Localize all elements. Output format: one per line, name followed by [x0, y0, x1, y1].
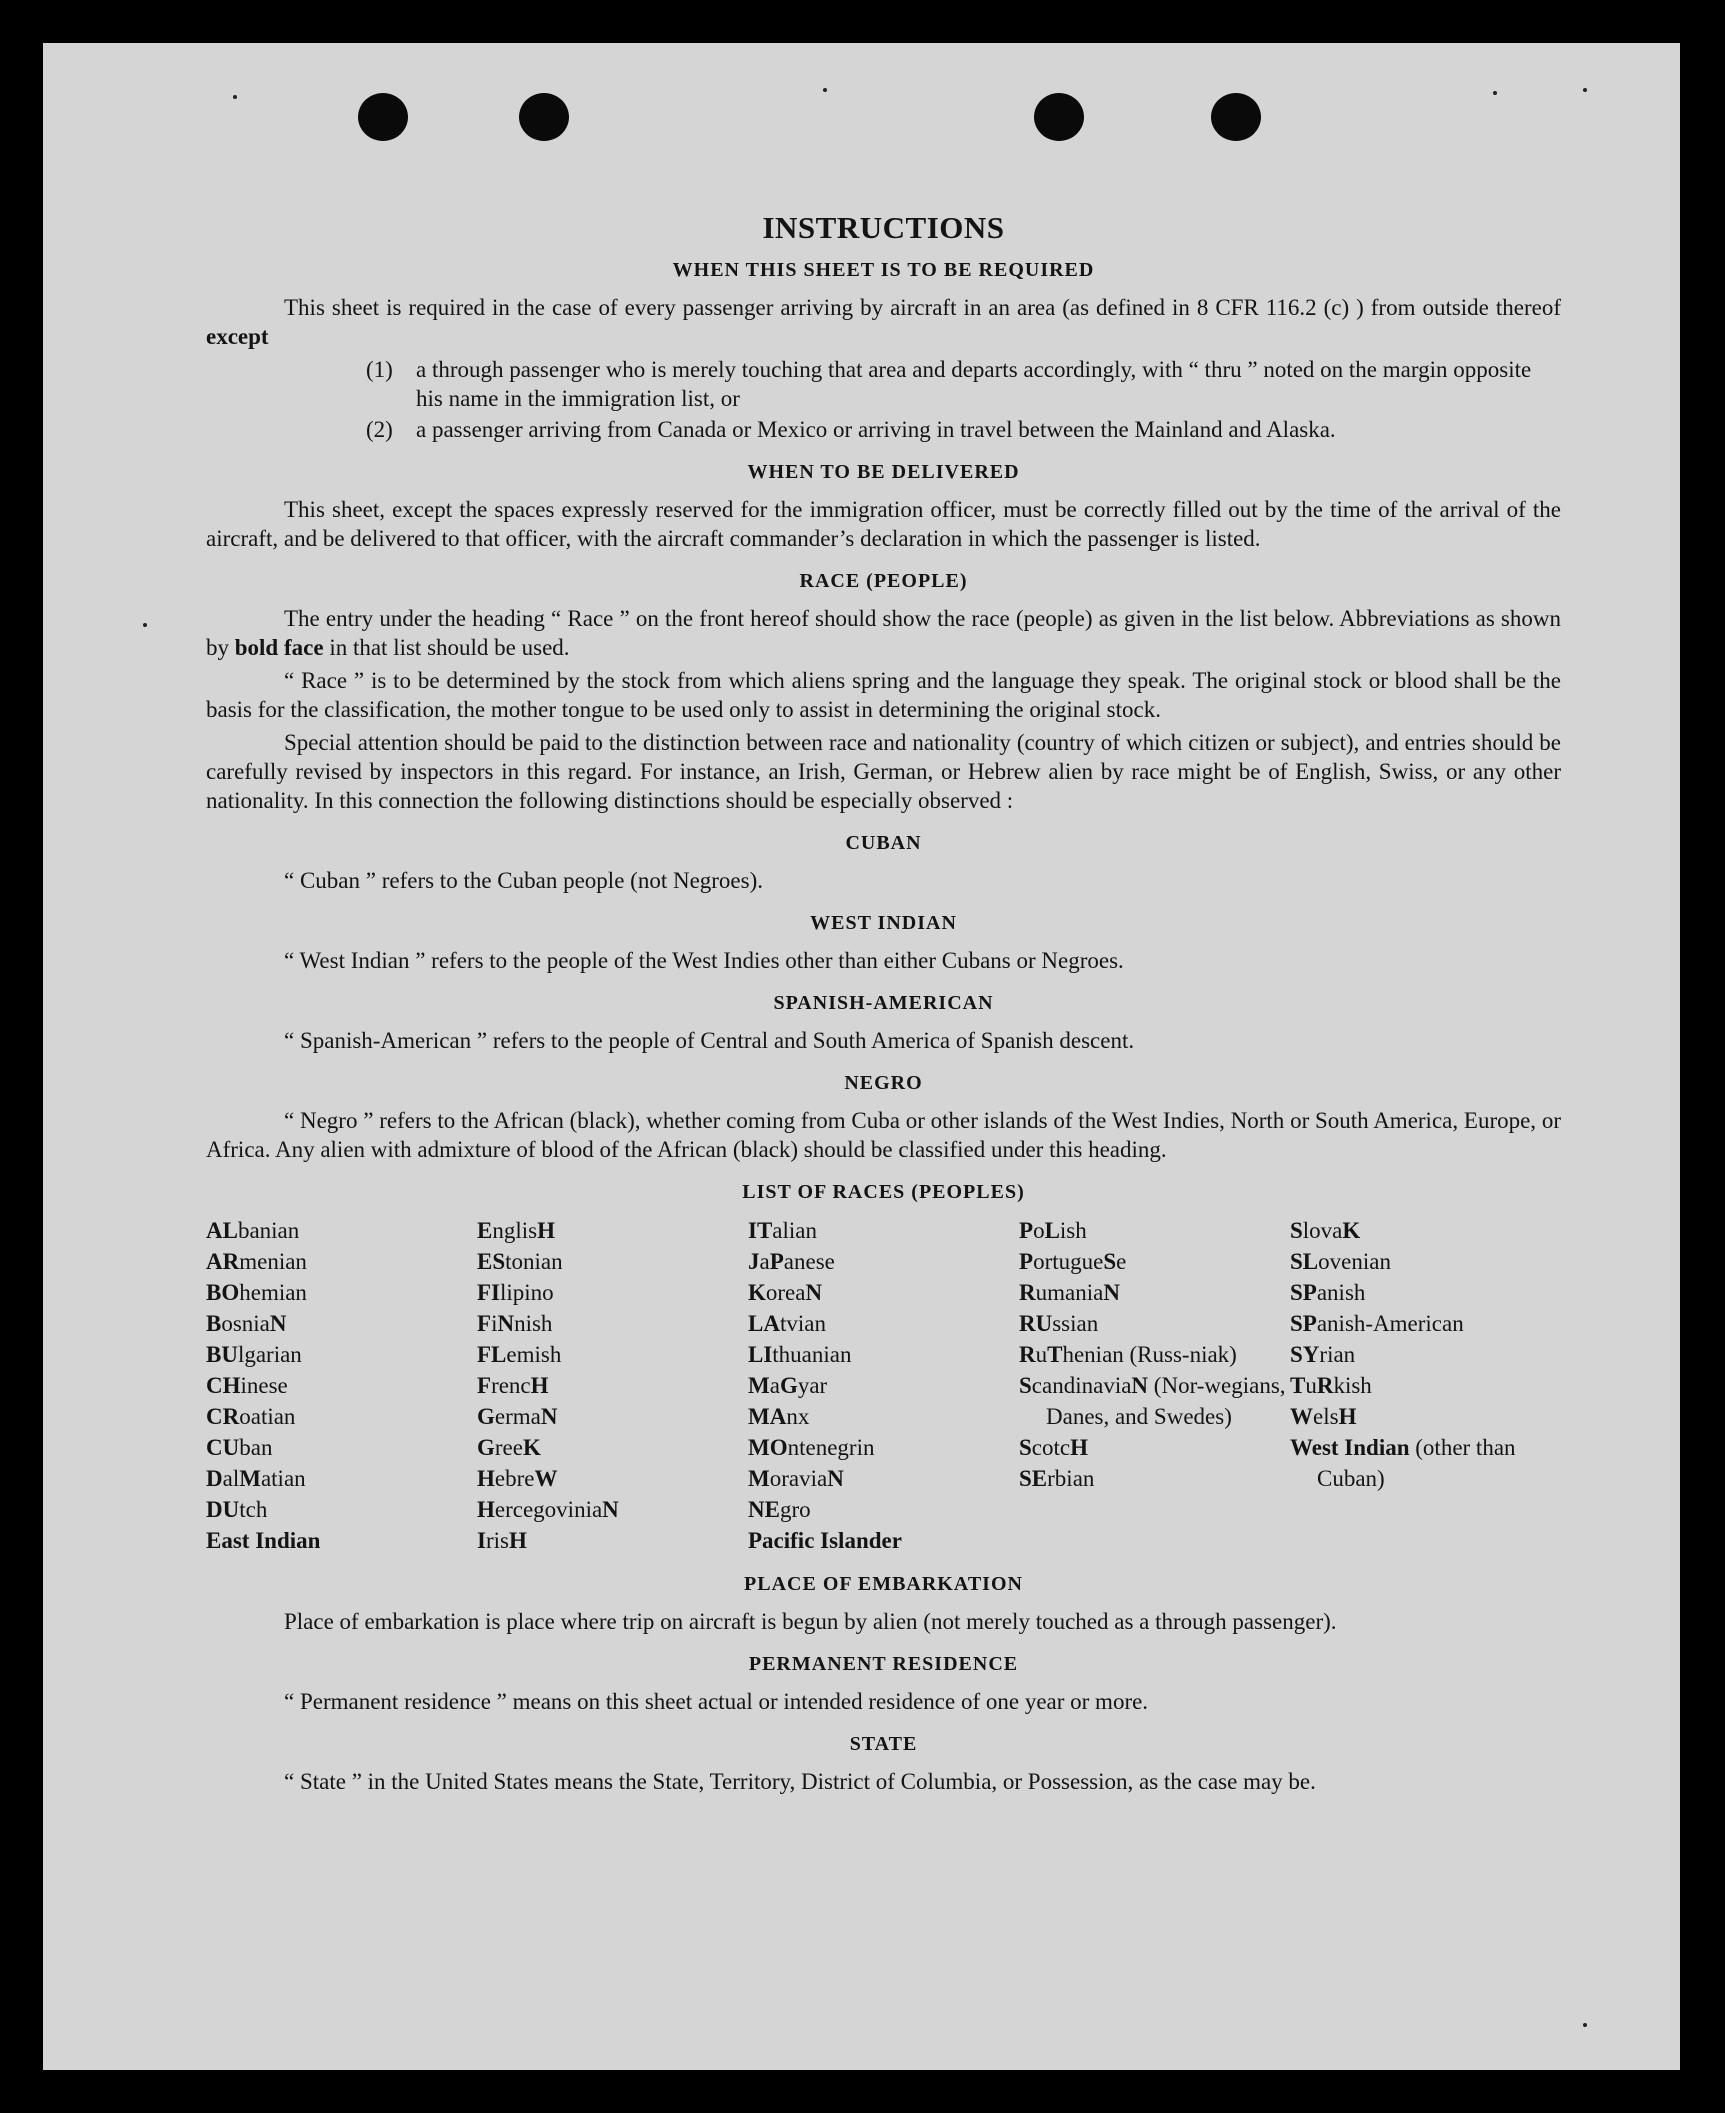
- race-abbrev-letters: D: [206, 1466, 223, 1491]
- race-abbrev-letters: LA: [748, 1311, 780, 1336]
- race-name-text: nx: [786, 1404, 810, 1429]
- race-name-text: ntenegrin: [787, 1435, 875, 1460]
- race-name-text: nglis: [492, 1218, 538, 1243]
- race-abbrev-letters: E: [477, 1218, 493, 1243]
- race-name-text: anish: [1316, 1280, 1366, 1305]
- race-abbrev-letters: P: [1019, 1218, 1034, 1243]
- race-entry: [1019, 1215, 1290, 1246]
- race-entry: [477, 1339, 748, 1370]
- race-abbrev-letters: SP: [1290, 1311, 1317, 1336]
- race-name-text: candinavia: [1031, 1373, 1132, 1398]
- race-entry: [206, 1308, 477, 1339]
- race-name-text: lova: [1302, 1218, 1343, 1243]
- race-name-text: renc: [491, 1373, 531, 1398]
- race-abbrev-letters: N: [827, 1466, 844, 1491]
- race-name-text: ree: [494, 1435, 523, 1460]
- race-entry: [748, 1432, 1019, 1463]
- race-name-text: (other than Cuban): [1317, 1435, 1516, 1491]
- race-entry: [477, 1401, 748, 1432]
- race-abbrev-letters: N: [805, 1280, 823, 1305]
- race-abbrev-letters: S: [1103, 1249, 1117, 1274]
- paragraph-race-2: “ Race ” is to be determined by the stock from which aliens spring and the language they speak. The original stock or blood shall be the basis for the classification, the mother tongue to be used only to assist in determining the original stock.: [206, 668, 1561, 722]
- race-abbrev-letters: AR: [206, 1249, 240, 1274]
- race-abbrev-letters: M: [748, 1466, 770, 1491]
- race-entry: [748, 1494, 1019, 1525]
- race-abbrev-letters: SP: [1290, 1280, 1317, 1305]
- race-entry: [1019, 1432, 1290, 1463]
- race-abbrev-letters: MA: [748, 1404, 787, 1429]
- race-name-text: a: [769, 1373, 780, 1398]
- race-abbrev-letters: S: [1290, 1218, 1303, 1243]
- race-abbrev-letters: H: [477, 1466, 495, 1491]
- race-entry: [748, 1339, 1019, 1370]
- race-name-text: ssian: [1052, 1311, 1099, 1336]
- race-entry: [477, 1494, 748, 1525]
- race-abbrev-letters: FL: [477, 1342, 507, 1367]
- race-abbrev-letters: BU: [206, 1342, 238, 1367]
- race-abbrev-letters: N: [497, 1311, 515, 1336]
- race-entry: [1019, 1339, 1290, 1370]
- race-abbrev-letters: N: [269, 1311, 287, 1336]
- race-entry: [477, 1215, 748, 1246]
- race-abbrev-letters: M: [748, 1373, 770, 1398]
- race-abbrev-letters: N: [1103, 1280, 1120, 1305]
- race-abbrev-letters: T: [1047, 1342, 1063, 1367]
- heading-residence: PERMANENT RESIDENCE: [748, 1653, 1019, 1675]
- race-entry: [206, 1277, 477, 1308]
- race-abbrev-letters: M: [239, 1466, 261, 1491]
- race-name-text: rbian: [1047, 1466, 1095, 1491]
- race-abbrev-letters: H: [530, 1373, 549, 1398]
- punch-hole: [1211, 93, 1261, 141]
- race-name-text: ovenian: [1318, 1249, 1391, 1274]
- race-entry: [1019, 1370, 1290, 1432]
- paragraph-when-delivered: This sheet, except the spaces expressly reserved for the immigration officer, must be correctly filled out by the time of the arrival of the aircraft, and be delivered to that officer, with the aircraft commander’s declaration in which the passenger is listed.: [206, 497, 1561, 551]
- race-abbrev-letters: H: [508, 1528, 527, 1553]
- paragraph-spanish-american: “ Spanish-American ” refers to the people of Central and South America of Spanish descent.: [284, 1028, 1135, 1053]
- race-entry: [1290, 1370, 1561, 1401]
- race-abbrev-letters: RU: [1019, 1311, 1053, 1336]
- race-abbrev-letters: B: [206, 1311, 222, 1336]
- race-entry: [477, 1432, 748, 1463]
- race-name-text: cotc: [1031, 1435, 1071, 1460]
- heading-when-required: WHEN THIS SHEET IS TO BE REQUIRED: [672, 259, 1095, 281]
- race-abbrev-letters: G: [477, 1435, 495, 1460]
- race-abbrev-letters: Pacific Islander: [748, 1528, 902, 1553]
- race-entry: [1019, 1246, 1290, 1277]
- race-entry: [748, 1401, 1019, 1432]
- race-entry: [206, 1215, 477, 1246]
- paragraph-west-indian: “ West Indian ” refers to the people of the West Indies other than either Cubans or Negroes.: [284, 948, 1124, 973]
- race-entry: [748, 1308, 1019, 1339]
- race-name-text: henian (Russ-niak): [1062, 1342, 1237, 1367]
- race-entry: [206, 1432, 477, 1463]
- race-name-text: oravia: [769, 1466, 828, 1491]
- race-name-text: banian: [237, 1218, 300, 1243]
- heading-race: RACE (PEOPLE): [799, 570, 968, 592]
- race-name-text: menian: [239, 1249, 307, 1274]
- race-name-text: u: [1035, 1342, 1048, 1367]
- race-abbrev-letters: K: [748, 1280, 766, 1305]
- race-abbrev-letters: F: [477, 1373, 492, 1398]
- race-abbrev-letters: L: [1044, 1218, 1060, 1243]
- race-column: [206, 1215, 477, 1556]
- race-entry: [748, 1463, 1019, 1494]
- race-name-text: alian: [772, 1218, 817, 1243]
- race-entry: [477, 1277, 748, 1308]
- speck: [1583, 88, 1587, 92]
- race-name-text: tch: [239, 1497, 268, 1522]
- race-name-text: emish: [506, 1342, 562, 1367]
- race-entry: [477, 1463, 748, 1494]
- race-name-text: ris: [485, 1528, 509, 1553]
- race-name-text: ish: [1059, 1218, 1087, 1243]
- race-column: [477, 1215, 748, 1556]
- race-name-text: umania: [1035, 1280, 1104, 1305]
- speck: [233, 95, 237, 99]
- race-abbrev-letters: ES: [477, 1249, 506, 1274]
- race-abbrev-letters: AL: [206, 1218, 238, 1243]
- race-name-text: ercegovinia: [494, 1497, 603, 1522]
- race-entry: [1290, 1401, 1561, 1432]
- heading-list-of-races: LIST OF RACES (PEOPLES): [742, 1181, 1025, 1203]
- race-abbrev-letters: IT: [748, 1218, 773, 1243]
- paragraph-race-1: The entry under the heading “ Race ” on the front hereof should show the race (people) as given in the list below. Abbreviations as shown by bold face in that list should be used.: [206, 606, 1561, 660]
- heading-west-indian: WEST INDIAN: [810, 912, 957, 934]
- race-column: [1019, 1215, 1290, 1556]
- race-entry: [1290, 1339, 1561, 1370]
- exception-item: (1) a through passenger who is merely touching that area and departs accordingly, with “ thru ” noted on the margin opposite his name in the immigration list, or: [366, 357, 1532, 411]
- race-abbrev-letters: W: [534, 1466, 558, 1491]
- heading-when-delivered: WHEN TO BE DELIVERED: [747, 461, 1020, 483]
- race-entry: [206, 1339, 477, 1370]
- race-abbrev-letters: P: [1019, 1249, 1034, 1274]
- race-name-text: gro: [779, 1497, 811, 1522]
- race-abbrev-letters: P: [769, 1249, 784, 1274]
- race-abbrev-letters: MO: [748, 1435, 788, 1460]
- race-abbrev-letters: SY: [1290, 1342, 1320, 1367]
- race-abbrev-letters: N: [540, 1404, 558, 1429]
- paragraph-state: “ State ” in the United States means the State, Territory, District of Columbia, or Possession, as the case may be.: [284, 1769, 1316, 1794]
- race-name-text: oatian: [239, 1404, 296, 1429]
- paragraph-embarkation: Place of embarkation is place where trip on aircraft is begun by alien (not merely touched as a through passenger).: [284, 1609, 1337, 1634]
- paragraph-residence: “ Permanent residence ” means on this sheet actual or intended residence of one year or more.: [284, 1689, 1149, 1714]
- race-abbrev-letters: N: [602, 1497, 619, 1522]
- race-name-text: orea: [765, 1280, 806, 1305]
- race-abbrev-letters: S: [1019, 1373, 1032, 1398]
- race-name-text: nish: [514, 1311, 553, 1336]
- race-name-text: lgarian: [237, 1342, 302, 1367]
- race-name-text: rian: [1319, 1342, 1356, 1367]
- punch-hole: [1034, 93, 1084, 141]
- race-entry: [1290, 1215, 1561, 1246]
- race-abbrev-letters: I: [477, 1528, 486, 1553]
- race-entry: [206, 1246, 477, 1277]
- paragraph-cuban: “ Cuban ” refers to the Cuban people (not Negroes).: [284, 868, 764, 893]
- race-abbrev-letters: SE: [1019, 1466, 1048, 1491]
- race-abbrev-letters: H: [477, 1497, 495, 1522]
- race-abbrev-letters: N: [1131, 1373, 1149, 1398]
- race-abbrev-letters: East Indian: [206, 1528, 321, 1553]
- race-name-text: o: [1033, 1218, 1045, 1243]
- race-abbrev-letters: J: [748, 1249, 760, 1274]
- race-name-text: a: [759, 1249, 770, 1274]
- race-abbrev-letters: BO: [206, 1280, 240, 1305]
- race-name-text: erma: [494, 1404, 541, 1429]
- race-name-text: ebre: [494, 1466, 535, 1491]
- race-name-text: (Nor-wegians, Danes, and Swedes): [1046, 1373, 1286, 1429]
- race-entry: [477, 1370, 748, 1401]
- race-abbrev-letters: F: [477, 1311, 492, 1336]
- race-abbrev-letters: FI: [477, 1280, 500, 1305]
- race-abbrev-letters: W: [1290, 1404, 1313, 1429]
- instructions-text: [206, 168, 1561, 1800]
- race-abbrev-letters: H: [1070, 1435, 1088, 1460]
- race-name-text: lipino: [500, 1280, 554, 1305]
- race-name-text: atian: [260, 1466, 306, 1491]
- race-name-text: hemian: [239, 1280, 307, 1305]
- heading-negro: NEGRO: [844, 1072, 923, 1094]
- race-entry: [748, 1525, 1019, 1556]
- race-abbrev-letters: G: [779, 1373, 798, 1398]
- race-entry: [206, 1525, 477, 1556]
- heading-state: STATE: [849, 1733, 918, 1755]
- race-abbrev-letters: CH: [206, 1373, 241, 1398]
- punch-hole: [519, 93, 569, 141]
- race-name-text: anish-American: [1316, 1311, 1464, 1336]
- race-column: [748, 1215, 1019, 1556]
- race-list: [206, 1215, 1561, 1556]
- race-abbrev-letters: G: [477, 1404, 495, 1429]
- race-entry: [748, 1215, 1019, 1246]
- race-name-text: i: [491, 1311, 498, 1336]
- race-abbrev-letters: CU: [206, 1435, 240, 1460]
- race-entry: [748, 1370, 1019, 1401]
- race-entry: [748, 1246, 1019, 1277]
- race-name-text: tvian: [779, 1311, 826, 1336]
- race-entry: [1290, 1308, 1561, 1339]
- race-name-text: anese: [783, 1249, 835, 1274]
- race-name-text: els: [1313, 1404, 1339, 1429]
- heading-spanish-american: SPANISH-AMERICAN: [773, 992, 994, 1014]
- speck: [823, 88, 827, 92]
- race-abbrev-letters: LI: [748, 1342, 773, 1367]
- race-entry: [477, 1525, 748, 1556]
- race-name-text: tonian: [505, 1249, 563, 1274]
- race-name-text: thuanian: [772, 1342, 852, 1367]
- paragraph-race-3: Special attention should be paid to the distinction between race and nationality (country of which citizen or subject), and entries should be carefully revised by inspectors in this regard. For instance, an Irish, German, or Hebrew alien by race might be of English, Swiss, or any other nationality. In this connection the following distinctions should be especially observed :: [206, 730, 1561, 813]
- paragraph-when-required: This sheet is required in the case of every passenger arriving by aircraft in an area (as defined in 8 CFR 116.2 (c) ) from outside thereof except: [206, 295, 1561, 349]
- race-entry: [1290, 1246, 1561, 1277]
- race-name-text: u: [1305, 1373, 1317, 1398]
- race-entry: [477, 1308, 748, 1339]
- race-abbrev-letters: R: [1316, 1373, 1334, 1398]
- heading-embarkation: PLACE OF EMBARKATION: [744, 1573, 1023, 1595]
- race-abbrev-letters: CR: [206, 1404, 240, 1429]
- race-name-text: e: [1116, 1249, 1127, 1274]
- race-abbrev-letters: R: [1019, 1280, 1036, 1305]
- race-column: [1290, 1215, 1561, 1556]
- race-name-text: inese: [240, 1373, 288, 1398]
- race-entry: [206, 1494, 477, 1525]
- page-title: INSTRUCTIONS: [762, 210, 1005, 245]
- race-name-text: osnia: [221, 1311, 270, 1336]
- race-abbrev-letters: S: [1019, 1435, 1032, 1460]
- race-name-text: kish: [1333, 1373, 1372, 1398]
- race-entry: [206, 1463, 477, 1494]
- race-abbrev-letters: SL: [1290, 1249, 1319, 1274]
- race-abbrev-letters: H: [537, 1218, 555, 1243]
- paragraph-negro: “ Negro ” refers to the African (black), whether coming from Cuba or other islands of the West Indies, North or South America, Europe, or Africa. Any alien with admixture of blood of the African (black) should be classified under this heading.: [206, 1108, 1561, 1162]
- race-name-text: ortugue: [1033, 1249, 1104, 1274]
- race-name-text: ban: [239, 1435, 273, 1460]
- race-abbrev-letters: West Indian: [1290, 1435, 1410, 1460]
- race-name-text: yar: [797, 1373, 828, 1398]
- race-abbrev-letters: K: [1342, 1218, 1361, 1243]
- exception-item: (2) a passenger arriving from Canada or Mexico or arriving in travel between the Mainland and Alaska.: [366, 417, 1336, 442]
- race-abbrev-letters: NE: [748, 1497, 780, 1522]
- race-abbrev-letters: DU: [206, 1497, 240, 1522]
- document-page: [43, 43, 1680, 2070]
- race-entry: [206, 1370, 477, 1401]
- race-name-text: al: [222, 1466, 240, 1491]
- race-entry: [748, 1277, 1019, 1308]
- speck: [143, 623, 147, 627]
- race-abbrev-letters: R: [1019, 1342, 1036, 1367]
- race-abbrev-letters: H: [1338, 1404, 1357, 1429]
- heading-cuban: CUBAN: [845, 832, 922, 854]
- race-entry: [1290, 1432, 1561, 1494]
- race-abbrev-letters: K: [522, 1435, 541, 1460]
- race-entry: [1290, 1277, 1561, 1308]
- race-entry: [1019, 1308, 1290, 1339]
- race-entry: [1019, 1463, 1290, 1494]
- race-entry: [206, 1401, 477, 1432]
- race-abbrev-letters: T: [1290, 1373, 1306, 1398]
- punch-hole: [358, 93, 408, 141]
- race-entry: [1019, 1277, 1290, 1308]
- race-entry: [477, 1246, 748, 1277]
- speck: [1493, 91, 1497, 95]
- speck: [1583, 2023, 1587, 2027]
